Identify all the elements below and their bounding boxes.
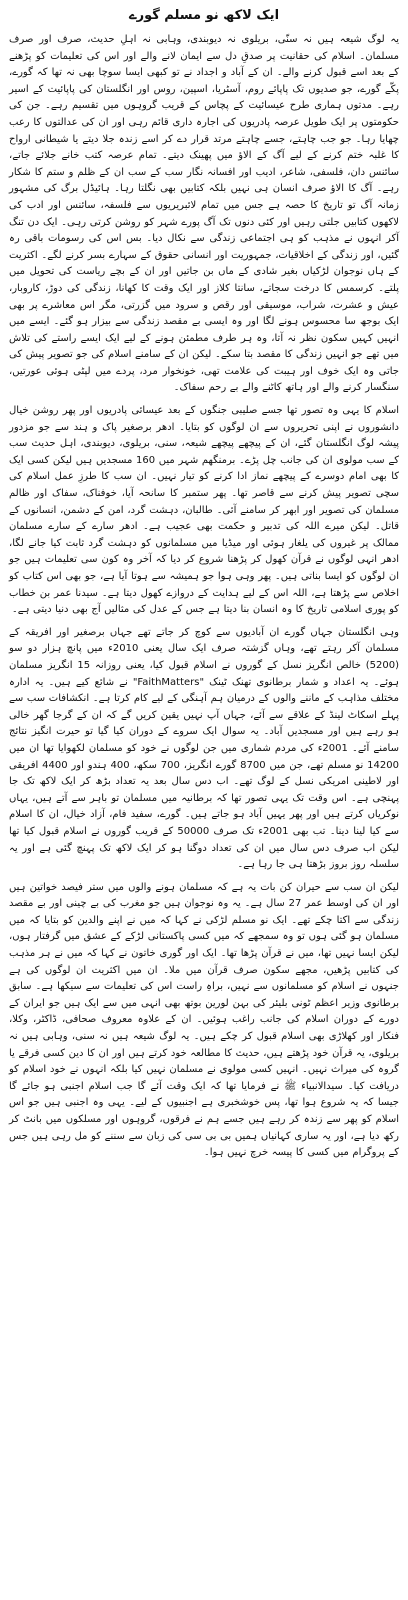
article-paragraph-1: یہ لوگ شیعہ ہیں نہ سنّی، بریلوی نہ دیوبندی، وہابی نہ اہلِ حدیث، صرف اور صرف مسلمان۔ اسلام کی حقانیت پر صدقِ دل سے ایمان لانے والے اور اس کی تعلیمات کو پڑھنے کے بعد اسے قبول کرنے والے۔ ان کے آباد و اجداد نے تو کبھی ایسا سوچا بھی نہ تھا کہ گورے، پکّے گورے، جو صدیوں تک پاپائے روم، آسٹریا، اسپین، روس اور انگلستان کی پاپائیت کے اسیر رہے۔ مدتوں ہماری طرح عیسائیت کے پچاس کے قریب گروہوں میں تقسیم رہے۔ جن کی حکومتوں پر ایک طویل عرصہ پادریوں کی اجارہ داری قائم رہی اور ان کی عدالتوں کا رعب چھایا رہا۔ جو جب چاہتے، جسے چاہتے مرتد قرار دے کر اسے زندہ جلا دیتے یا شیطانی ارواح کا غلبہ ختم کرنے کے لیے آگ کے الاؤ میں پھینک دیتے۔ تمام عرصہ کتب خانے جلائے جاتے، سائنس دان، فلسفی، شاعر، ادیب اور افسانہ نگار سب کے سب ان کے ظلم و ستم کا شکار رہے۔ آگ کا الاؤ صرف انسان ہی نہیں بلکہ کتابیں بھی نگلتا رہا۔ ہائیڈل برگ کی مشہور زمانہ آگ تو تاریخ کا حصہ ہے جس میں تمام لائبریریوں سے فلسفہ، سائنس اور ادب کی لاکھوں کتابیں جلتی رہیں اور کئی دنوں تک آگ پورے شہر کو روشن کرتی رہی۔ ایک دن تنگ آکر انہوں نے مذہب کو ہی اجتماعی زندگی سے نکال دیا۔ بس اس کی رسومات باقی رہ گئیں، اور زندگی کے اخلاقیات، جمہوریت اور انسانی حقوق کے سہارے بسر کرنے لگے۔ اکثریت کے ہاں نوجوان لڑکیاں بغیر شادی کے ماں بن جاتیں اور ان کے بچے ریاست کی تحویل میں پلتے۔ کرسمس کا درخت سجاتے، سانتا کلاز اور ایک وقت کا کھانا، زندگی کی دوڑ، کاروبار، عیش و عشرت، شراب، موسیقی اور رقص و سرود میں گزرتی، مگر اس معاشرے پر بھی ایک بوجھ سا محسوس ہونے لگا اور وہ ایسی بے مقصد زندگی سے بیزار ہو گئے۔ ایسے میں انہیں کہیں سکون نظر نہ آتا، وہ ہر طرف مطمئن ہونے کے لیے ایک ایسے راستے کی تلاش میں تھے جو انہیں زندگی کا مقصد بتا سکے۔ لیکن ان کے سامنے اسلام کی جو تصویر پیش کی جاتی وہ ایک خوف اور ہیبت کی علامت تھی، خونخوار مرد، پردے میں لپٹی ہوئی عورتیں، سنگسار کرنے والے اور ہاتھ کاٹنے والے بے رحم سفاک۔ xyxy=(9,34,399,394)
article-headline: ایک لاکھ نو مسلم گورے xyxy=(128,8,280,23)
article-paragraph-2: اسلام کا یہی وہ تصور تھا جسے صلیبی جنگوں کے بعد عیسائی پادریوں اور پھر روشن خیال دانشوروں نے اپنی تحریروں سے ان لوگوں کو بتایا۔ ادھر برصغیر پاک و ہند سے جو مزدور پیشہ لوگ انگلستان گئے، ان کے پیچھے پیچھے شیعہ، سنی، بریلوی، دیوبندی، اہل حدیث سب کے سب مولوی ان کی جانب چل پڑے۔ برمنگھم شہر میں 160 مسجدیں ہیں لیکن کسی ایک کا بھی امام دوسرے کے پیچھے نماز ادا کرنے کو تیار نہیں۔ ان سب کا طرزِ عمل اسلام کی سچی تصویر پیش کرنے سے قاصر تھا۔ پھر ستمبر کا سانحہ آیا، خوفناک، سفاک اور ظالم مسلمان کی تصویر اور ابھر کر سامنے آئی۔ طالبان، دہشت گرد، امن کے دشمن، انسانوں کے قاتل۔ لیکن میرے اللہ کی تدبیر و حکمت بھی عجیب ہے۔ ادھر سارے کے سارے مسلمان ممالک پر غیروں کی یلغار ہوئی اور میڈیا میں مسلمانوں کو دہشت گرد ثابت کیا جانے لگا، ادھر انہی لوگوں نے قرآن کھول کر پڑھنا شروع کر دیا کہ آخر وہ کون سی تعلیمات ہیں جو ان لوگوں کو ایسا بناتی ہیں۔ پھر وہی ہوا جو ہمیشہ سے ہوتا آیا ہے، جو بھی اس کتاب کو اخلاص سے پڑھتا ہے، اللہ اس کے لیے ہدایت کے دروازے کھول دیتا ہے۔ سیدنا عمر بن خطاب کو پوری اسلامی تاریخ کا وہ انسان بنا دیتا ہے جس کے عدل کی مثالیں آج بھی دنیا دیتی ہے۔ xyxy=(9,405,399,616)
article-paragraph-3: وہی انگلستان جہاں گورے ان آبادیوں سے کوچ کر جاتے تھے جہاں برصغیر اور افریقہ کے مسلمان آکر رہتے تھے، وہاں گزشتہ صرف ایک سال یعنی 2010ء میں پانچ ہزار دو سو (5200) خالص انگریز نسل کے گوروں نے اسلام قبول کیا، یعنی روزانہ 15 انگریز مسلمان ہوئے۔ یہ اعداد و شمار برطانوی تھنک ٹینک "FaithMatters" نے شائع کیے ہیں۔ یہ ادارہ مختلف مذاہب کے ماننے والوں کے درمیان ہم آہنگی کے لیے کام کرتا ہے۔ انکشافات سب سے پہلے اسکاٹ لینڈ کے علاقے سے آئے، جہاں آپ نہیں یقین کریں گے کہ ان کے گرجا گھر خالی ہو رہے ہیں اور مسجدیں آباد۔ یہ سوال ایک سروے کے دوران کیا گیا تو حیرت انگیز نتائج سامنے آئے۔ 2001ء کی مردم شماری میں جن لوگوں نے خود کو مسلمان لکھوایا تھا ان میں 14200 نو مسلم تھے، جن میں 8700 گورے انگریز، 700 سکھ، 400 ہندو اور 4400 افریقی اور لاطینی امریکی نسل کے لوگ تھے۔ اب دس سال بعد یہ تعداد بڑھ کر ایک لاکھ تک جا پہنچی ہے۔ اس وقت تک یہی تصور تھا کہ برطانیہ میں مسلمان تو باہر سے آتے ہیں، یہاں نوکریاں کرتے ہیں اور پھر یہیں آباد ہو جاتے ہیں۔ گورے، سفید فام، آزاد خیال، ان کا اسلام سے کیا لینا دینا۔ تب بھی 2001ء تک صرف 50000 کے قریب گوروں نے اسلام قبول کیا تھا لیکن اب صرف دس سال میں ان کی تعداد دوگنا ہو کر ایک لاکھ تک پہنچ گئی ہے اور یہ سلسلہ روز بروز بڑھتا ہی جا رہا ہے۔ xyxy=(9,626,400,871)
article-paragraph-4: لیکن ان سب سے حیران کن بات یہ ہے کہ مسلمان ہونے والوں میں ستر فیصد خواتین ہیں اور ان کی اوسط عمر 27 سال ہے۔ یہ وہ نوجوان ہیں جو مغرب کی بے چینی اور بے مقصد زندگی سے اکتا چکے تھے۔ ایک نو مسلم لڑکی نے کہا کہ میں نے اپنے والدین کو بتایا کہ میں مسلمان ہو گئی ہوں تو وہ سمجھے کہ میں کسی پاکستانی لڑکے کے عشق میں گرفتار ہوں، لیکن ایسا نہیں تھا، میں نے قرآن پڑھا تھا۔ ایک اور گوری خاتون نے کہا کہ میں نے ہر مذہب کی کتابیں پڑھیں، مجھے سکون صرف قرآن میں ملا۔ ان میں اکثریت ان لوگوں کی ہے جنہوں نے اسلام کو مسلمانوں سے نہیں، براہِ راست اس کی تعلیمات سے سیکھا ہے۔ سابق برطانوی وزیر اعظم ٹونی بلیئر کی بہن لورین بوتھ بھی انہی میں سے ایک ہیں جو ایران کے دورے کے دوران اسلام کی جانب راغب ہوئیں۔ ان کے علاوہ معروف صحافی، ڈاکٹر، وکلا، فنکار اور کھلاڑی بھی اسلام قبول کر چکے ہیں۔ یہ لوگ شیعہ ہیں نہ سنی، وہابی ہیں نہ بریلوی، یہ قرآن خود پڑھتے ہیں، حدیث کا مطالعہ خود کرتے ہیں اور ان کا دین کسی فرقے یا گروہ کی میراث نہیں۔ انہیں کسی مولوی نے مسلمان نہیں کیا بلکہ انہوں نے خود اسلام کو دریافت کیا۔ سیدالانبیاء ﷺ نے فرمایا تھا کہ ایک وقت آئے گا جب اسلام اجنبی ہو جائے گا جیسا کہ یہ شروع ہوا تھا، پس خوشخبری ہے اجنبیوں کے لیے۔ یہی وہ اجنبی ہیں جو اس اسلام کو پھر سے زندہ کر رہے ہیں جسے ہم نے فرقوں، گروہوں اور مسلکوں میں بانٹ کر رکھ دیا ہے، اور یہ ساری کہانیاں ہمیں بی بی سی کی زبان سے سننے کو مل رہی ہیں جس کے پروگرام میں کسی کا پیسہ خرچ نہیں ہوا۔ xyxy=(9,881,400,1159)
